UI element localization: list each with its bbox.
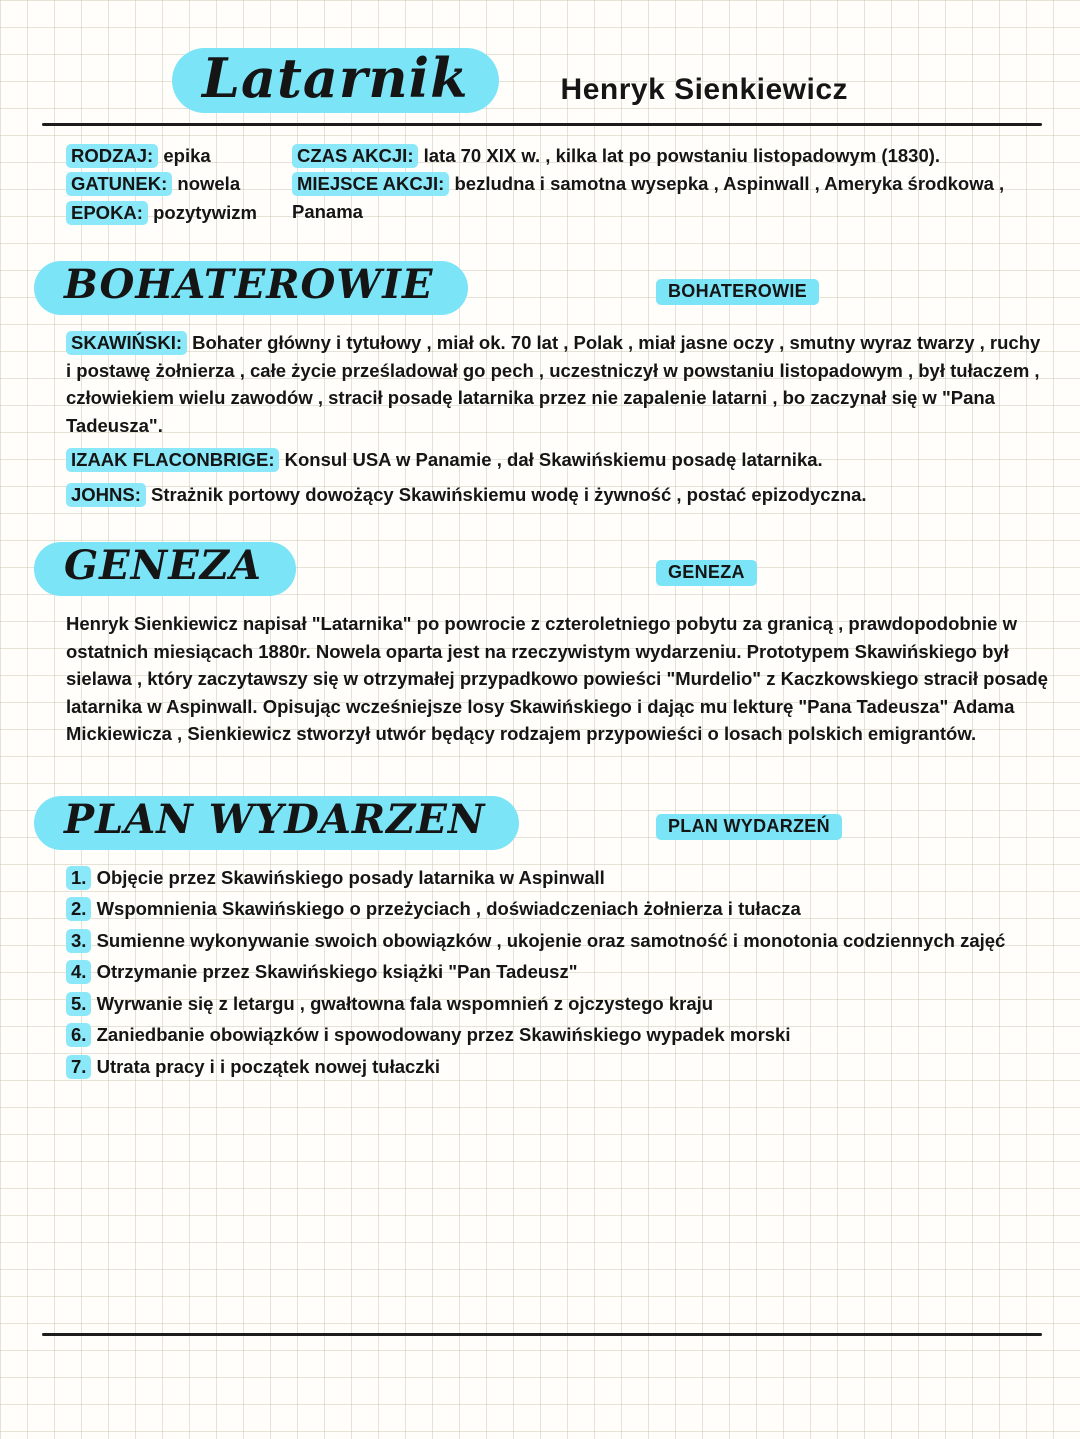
character-entry: [66, 481, 1048, 509]
meta-epoka: [66, 199, 264, 227]
plan-tag: PLAN WYDARZEŃ: [656, 814, 842, 840]
plan-item: [66, 1053, 1048, 1081]
plan-item: [66, 927, 1048, 955]
bohaterowie-section: [0, 329, 1080, 508]
page-title: Latarnik: [172, 48, 499, 113]
czas-akcji-label: CZAS AKCJI:: [292, 144, 418, 168]
header: [0, 0, 1080, 113]
plan-item-number: 3.: [66, 929, 91, 953]
geneza-heading: GENEZA: [34, 542, 296, 596]
plan-item-number: 6.: [66, 1023, 91, 1047]
plan-item-number: 7.: [66, 1055, 91, 1079]
meta-gatunek: [66, 170, 264, 198]
geneza-text: Henryk Sienkiewicz napisał "Latarnika" po powrocie z czteroletniego pobytu za granicą , prawdopodobnie w ostatnich miesiącach 1880r. Nowela oparta jest na rzeczywistym wydarzeniu. Prototypem Skawińskiego był sielawa , który zaczytawszy się w otrzymałej przypadkowo powieści "Murdelio" z Kaczkowskiego stracił posadę latarnika w Aspinwall. Opisując wcześniejsze losy Skawińskiego i dając mu lekturę "Pana Tadeusza" Adama Mickiewicza , Sienkiewicz stworzył utwór będący rodzajem przypowieści o losach polskich emigrantów.: [66, 613, 1048, 745]
plan-item-text: Otrzymanie przez Skawińskiego książki "Pan Tadeusz": [96, 961, 578, 983]
geneza-heading-row: [34, 542, 1080, 600]
plan-item: [66, 864, 1048, 892]
plan-item: [66, 1021, 1048, 1049]
meta-section: [0, 126, 1080, 228]
plan-item-number: 5.: [66, 992, 91, 1016]
plan-item-number: 1.: [66, 866, 91, 890]
character-entry: [66, 446, 1048, 474]
geneza-tag: GENEZA: [656, 560, 757, 586]
plan-item-text: Wspomnienia Skawińskiego o przeżyciach , doświadczeniach żołnierza i tułacza: [96, 898, 801, 920]
gatunek-value: nowela: [177, 173, 241, 195]
rodzaj-value: epika: [163, 144, 211, 166]
miejsce-akcji-value: bezludna i samotna wysepka , Aspinwall , Ameryka środkowa , Panama: [292, 173, 1005, 222]
bohaterowie-heading: BOHATEROWIE: [34, 261, 468, 315]
character-name: IZAAK FLACONBRIGE:: [66, 448, 279, 472]
epoka-value: pozytywizm: [153, 201, 257, 223]
meta-miejsce-akcji: [292, 170, 1052, 225]
plan-item: [66, 958, 1048, 986]
gatunek-label: GATUNEK:: [66, 172, 172, 196]
character-entry: [66, 329, 1048, 439]
plan-item-text: Sumienne wykonywanie swoich obowiązków , ukojenie oraz samotność i monotonia codziennych zajęć: [96, 929, 1006, 951]
bohaterowie-tag: BOHATEROWIE: [656, 279, 819, 305]
plan-item-number: 4.: [66, 960, 91, 984]
plan-item-text: Zaniedbanie obowiązków i spowodowany przez Skawińskiego wypadek morski: [96, 1024, 791, 1046]
meta-czas-akcji: [292, 142, 1052, 170]
character-desc: Strażnik portowy dowożący Skawińskiemu wodę i żywność , postać epizodyczna.: [151, 483, 867, 505]
character-desc: Bohater główny i tytułowy , miał ok. 70 lat , Polak , miał jasne oczy , smutny wyraz twarzy , ruchy i postawę żołnierza , całe życie prześladował go pech , uczestniczył w powstaniu listopadowym , był tułaczem , człowiekiem wielu zawodów , stracił posadę latarnika przez nie zapalenie latarni , bo zaczynał się w "Pana Tadeusza".: [66, 332, 1041, 436]
plan-heading: PLAN WYDARZEN: [34, 796, 519, 850]
plan-item-text: Objęcie przez Skawińskiego posady latarnika w Aspinwall: [96, 866, 605, 888]
meta-left-column: [66, 142, 264, 228]
plan-item-text: Utrata pracy i i początek nowej tułaczki: [96, 1055, 440, 1077]
meta-rodzaj: [66, 142, 264, 170]
czas-akcji-value: lata 70 XIX w. , kilka lat po powstaniu listopadowym (1830).: [423, 144, 941, 166]
plan-item-number: 2.: [66, 897, 91, 921]
plan-item: [66, 990, 1048, 1018]
plan-item-text: Wyrwanie się z letargu , gwałtowna fala wspomnień z ojczystego kraju: [96, 992, 714, 1014]
plan-heading-row: [34, 796, 1080, 854]
plan-section: [0, 864, 1080, 1081]
epoka-label: EPOKA:: [66, 201, 148, 225]
meta-right-column: [292, 142, 1052, 228]
character-name: SKAWIŃSKI:: [66, 331, 187, 355]
bohaterowie-heading-row: [34, 261, 1080, 319]
bottom-divider: [42, 1333, 1042, 1336]
author-name: Henryk Sienkiewicz: [560, 72, 848, 106]
plan-item: [66, 895, 1048, 923]
miejsce-akcji-label: MIEJSCE AKCJI:: [292, 172, 449, 196]
character-desc: Konsul USA w Panamie , dał Skawińskiemu posadę latarnika.: [284, 449, 823, 471]
character-name: JOHNS:: [66, 483, 146, 507]
rodzaj-label: RODZAJ:: [66, 144, 158, 168]
